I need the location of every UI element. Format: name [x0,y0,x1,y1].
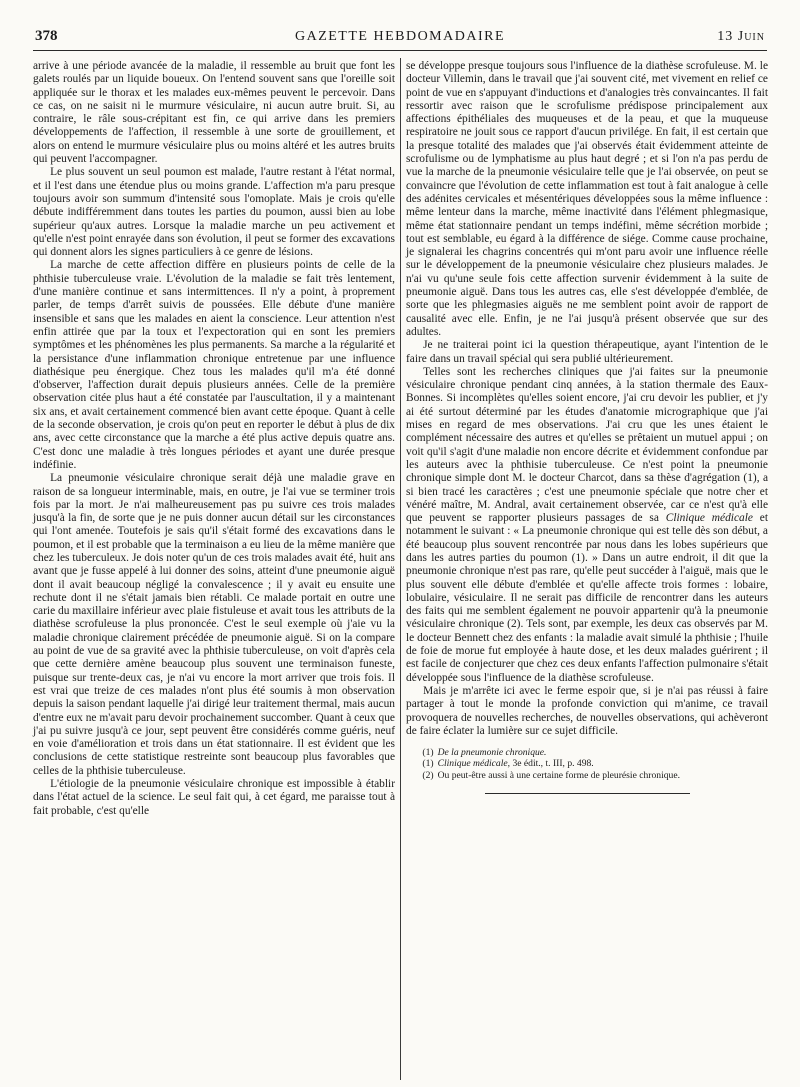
page-header [35,26,765,48]
column-divider [400,58,401,1080]
header-rule [33,50,767,51]
paragraph: se développe presque toujours sous l'influence de la diathèse scrofuleuse. M. le docteur Villemin, dans le travail que j'ai souvent cité, met vivement en relief ce point de vue en s'appuyant d'inductions et d'analogies très convaincantes. Il fait ressortir avec raison que le scrofulisme prédispose principalement aux affections épithéliales des muqueuses et de la peau, et que la muqueuse respiratoire ne jouit sous ce rapport d'aucun privilége. En fait, il est certain que la presque totalité des malades que j'ai observés était évidemment atteinte de scrofulisme ou de lymphatisme au plus haut degré ; et si l'on n'a pas perdu de vue la marche de la pneumonie vésiculaire telle que je l'ai observée, on peut se convaincre que l'évolution de cette inflammation est tout à fait analogue à celle des adénites cervicales et mésentériques développées sous la même influence : même lenteur dans la marche, même inactivité dans l'élément phlegmasique, même état stationnaire pendant un temps indéfini, même sécrétion morbide ; tout est semblable, eu égard à la différence de siége. Comme cause prochaine, je signalerai les chagrins concentrés qui m'ont paru avoir une influence réelle sur le développement de la pneumonie vésiculaire chez plusieurs malades. Je n'ai vu qu'une seule fois cette affection survenir évidemment à la suite de pneumonie aiguë. Dans tous les autres cas, elle s'est développée d'emblée, de sorte que les phlegmasies aiguës ne me semblent point avoir de rapport de causalité avec elle. Enfin, je ne l'ai jusqu'à présent observée que sur des adultes. [406,60,768,338]
footnote [406,770,768,781]
paragraph: Mais je m'arrête ici avec le ferme espoir que, si je n'ai pas réussi à faire partager à tout le monde la profonde conviction qui m'anime, ce travail provoquera de nouvelles recherches, de nouvelles observations, qui achèveront de faire éclater la lumière sur ce sujet difficile. [406,684,768,737]
closing-rule [485,793,690,794]
left-column [33,60,395,818]
footnote-text: 3e édit., t. III, p. 498. [510,758,594,770]
footnotes [406,747,768,781]
paragraph: La marche de cette affection diffère en plusieurs points de celle de la phthisie tuberculeuse vraie. L'évolution de la maladie se fait très lentement, d'une manière continue et sans intermittences. Il n'y a point, à proprement parler, de temps d'arrêt suivis de poussées. Elle débute d'une manière insensible et sans que les malades en aient la conscience. Leur attention n'est enfin attirée que par la toux et l'expectoration qui en sont les premiers symptômes et les phénomènes les plus permanents. Sa marche a la régularité et la persistance d'une inflammation chronique entretenue par une influence diathésique peu énergique. Chez tous les malades qu'il m'a été donné d'observer, l'affection durait depuis plusieurs années. Celle de la première observation citée plus haut a été constatée par l'auscultation, il y a maintenant six ans, et avait certainement commencé bien avant cette époque. Quant à celle de la seconde observation, je crois qu'on peut en reporter le début à plus de dix ans, avec cette circonstance que la marche a été plus active depuis quatre ans. C'est donc une maladie à très longues périodes et ayant une durée presque indéfinie. [33,259,395,471]
footnote-text: Ou peut-être aussi à une certaine forme de pleurésie chronique. [437,769,680,781]
book-title: Clinique médicale [665,512,753,525]
issue-date: 13 Juin [717,29,765,44]
journal-title: GAZETTE HEBDOMADAIRE [294,29,506,44]
footnote-title: Clinique médicale, [437,758,511,770]
paragraph: Le plus souvent un seul poumon est malade, l'autre restant à l'état normal, et il l'est dans une étendue plus ou moins grande. L'affection m'a paru presque toujours avoir son summum d'intensité sous l'omoplate. Mais je crois qu'elle débute indifféremment dans toutes les parties du poumon, aussi bien au lobe supérieur qu'aux autres. Lorsque la maladie marche un peu activement et qu'elle n'est point enrayée dans son évolution, il peut se former des excavations qui donnent alors les signes particuliers à ce genre de lésions. [33,166,395,259]
right-column [406,60,768,794]
paragraph: La pneumonie vésiculaire chronique serait déjà une maladie grave en raison de sa longueur interminable, mais, en outre, je l'ai vue se terminer trois fois par la mort. Je n'ai malheureusement pas pu suivre ces trois malades jusqu'à la fin, de sorte que je ne puis donner aucun détail sur les circonstances qui l'ont amenée. Toutefois je sais qu'il s'était formé des excavations dans le poumon, et il est probable que la terminaison a eu lieu de la même manière que chez les tuberculeux. Je dois noter qu'un de ces trois malades avait été, huit ans avant que je fusse appelé à lui donner des soins, atteint d'une pneumonie aiguë dont il avait beaucoup négligé la convalescence ; il y avait eu ensuite une rechute dont il ne s'était jamais bien rétabli. Ce malade portait en outre une carie du maxillaire inférieur avec plaie fistuleuse et avait tous les attributs de la diathèse scrofuleuse la plus prononcée. C'est le seul exemple où j'aie vu la maladie chronique clairement précédée de pneumonie aiguë. Si on la compare au point de vue de sa gravité avec la phthisie tuberculeuse, on voit d'après cela que cette dernière amène beaucoup plus souvent une terminaison funeste, puisque sur trente-deux cas, je n'ai vu encore la mort arriver que trois fois. Il est vrai que treize de ces malades n'ont plus été soumis à mon observation depuis la saison pendant laquelle j'ai dirigé leur traitement thermal, mais aucun d'entre eux ne m'avait paru devoir prochainement succomber. Quant à ceux que j'ai pu suivre jusqu'à ce jour, sept peuvent être considérés comme guéris, neuf en voie d'amélioration et trois dans un état stationnaire. Il est évident que les conclusions de cette statistique restreinte sont beaucoup plus favorables que celles de la phthisie tuberculeuse. [33,472,395,777]
footnote [406,747,768,758]
paragraph [406,366,768,685]
paragraph-text: Telles sont les recherches cliniques que j'ai faites sur la pneumonie vésiculaire chronique pendant cinq années, à la station thermale des Eaux-Bonnes. Si incomplètes qu'elles soient encore, j'ai cru devoir les publier, et j'y ai été surtout déterminé par les études d'anatomie micrographique que j'ai mises en regard de mes observations. J'ai cru que les unes étaient le complément nécessaire des autres et qu'elles se prêtaient un mutuel appui ; on voit qu'il s'agit d'une maladie non encore décrite et évidemment confondue par les auteurs avec la phthisie tuberculeuse. Ce n'est point la pneumonie chronique simple dont M. le docteur Charcot, dans sa thèse d'agrégation (1), a si bien tracé les caractères ; c'est une pneumonie spéciale que notre cher et vénéré maître, M. Andral, avait certainement observée, car ce n'est qu'à elle que peuvent se rapporter plusieurs passages de sa [406,365,768,525]
footnote [406,758,768,769]
page-number: 378 [35,28,58,44]
footnote-title: De la pneumonie chronique. [437,747,547,759]
footnote-marker: (1) [422,758,434,770]
paragraph: L'étiologie de la pneumonie vésiculaire chronique est impossible à établir dans l'état actuel de la science. Le seul fait qui, à cet égard, me paraisse tout à fait probable, c'est qu'elle [33,778,395,817]
footnote-marker: (2) [422,769,434,781]
paragraph-text: et notamment le suivant : « La pneumonie chronique qui est telle dès son début, a été beaucoup plus souvent rencontrée par nous dans les lobes supérieurs que dans les autres parties du poumon (1). » Dans un autre endroit, il dit que la pneumonie chronique n'est pas rare, qu'elle peut succéder à l'aiguë, mais que le plus souvent elle débute d'emblée et qu'elle affecte trois formes : lobaire, lobulaire, vésiculaire. Il ne serait pas difficile de rencontrer dans les auteurs des faits qui me semblent également ne pouvoir appartenir qu'à la pneumonie vésiculaire chronique (2). Tels sont, par exemple, les deux cas observés par M. le docteur Bennett chez des enfants : la maladie avait simulé la phthisie ; l'huile de foie de morue fut employée à haute dose, et les deux malades guérirent ; il est facile de conjecturer que chez ces deux enfants l'affection pulmonaire s'était développée sous l'influence de la diathèse scrofuleuse. [406,512,769,684]
paragraph: Je ne traiterai point ici la question thérapeutique, ayant l'intention de le faire dans un travail spécial qui sera publié ultérieurement. [406,339,768,365]
paragraph: arrive à une période avancée de la maladie, il ressemble au bruit que font les galets roulés par un liquide boueux. On l'entend souvent sans que l'oreille soit appliquée sur le thorax et les malades eux-mêmes peuvent le percevoir. Dans ce cas, on ne saisit ni le murmure vésiculaire, ni aucun autre bruit. Si, au contraire, le râle sous-crépitant est fin, ce qui arrive dans les premiers développements de l'affection, il ressemble à une sorte de grouillement, et alors on entend le murmure vésiculaire plus ou moins altéré et les autres bruits qui peuvent l'accompagner. [33,60,395,166]
footnote-marker: (1) [422,747,434,759]
